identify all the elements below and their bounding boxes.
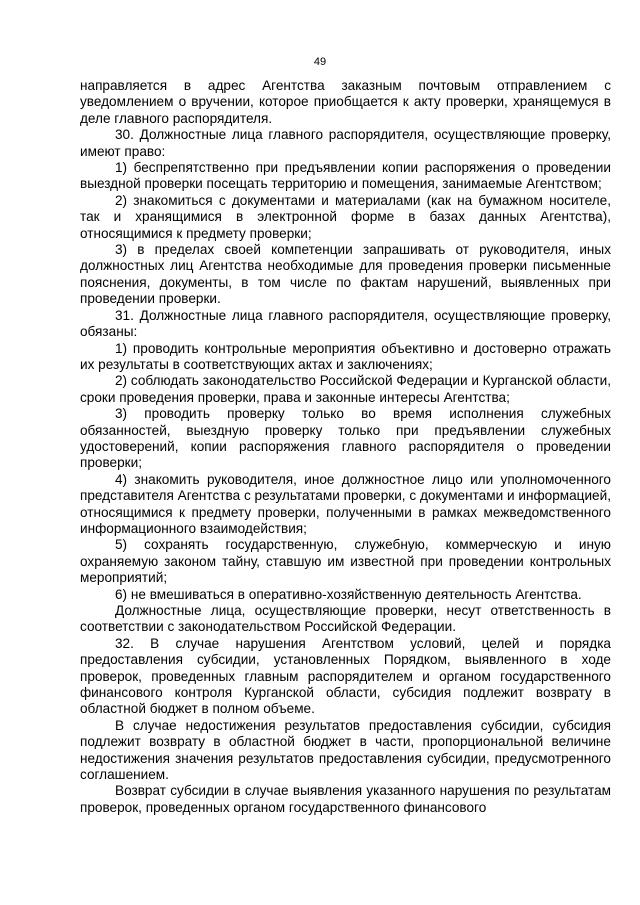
paragraph-subsidy-return: Возврат субсидии в случае выявления указанного нарушения по результатам проверок, проведенных органом государственного финансового xyxy=(80,783,611,815)
paragraph-clause-30-item-3: 3) в пределах своей компетенции запрашивать от руководителя, иных должностных лиц Агентства необходимые для проведения проверки письменные пояснения, документы, в том числе по фактам нарушений, выявленных при проведении проверки. xyxy=(80,242,611,307)
paragraph-clause-30-item-2: 2) знакомиться с документами и материалами (как на бумажном носителе, так и хранящимися в электронной форме в базах данных Агентства), относящимися к предмету проверки; xyxy=(80,192,611,241)
paragraph-clause-30-item-1: 1) беспрепятственно при предъявлении копии распоряжения о проведении выездной проверки посещать территорию и помещения, занимаемые Агентством; xyxy=(80,160,611,192)
paragraph-clause-30: 30. Должностные лица главного распорядителя, осуществляющие проверку, имеют право: xyxy=(80,127,611,159)
paragraph-clause-31: 31. Должностные лица главного распорядителя, осуществляющие проверку, обязаны: xyxy=(80,307,611,340)
paragraph-responsibility: Должностные лица, осуществляющие проверки, несут ответственность в соответствии с законодательством Российской Федерации. xyxy=(80,603,611,635)
paragraph-clause-31-item-1: 1) проводить контрольные мероприятия объективно и достоверно отражать их результаты в соответствующих актах и заключениях; xyxy=(80,340,611,372)
document-body xyxy=(80,78,611,816)
paragraph-clause-31-item-4: 4) знакомить руководителя, иное должностное лицо или уполномоченного представителя Агентства с результатами проверки, с документами и информацией, относящимися к предмету проверки, полученными в рамках межведомственного информационного взаимодействия; xyxy=(80,471,611,536)
paragraph-continuation: направляется в адрес Агентства заказным почтовым отправлением с уведомлением о вручении, которое приобщается к акту проверки, хранящемуся в деле главного распорядителя. xyxy=(80,78,611,126)
paragraph-clause-31-item-5: 5) сохранять государственную, служебную, коммерческую и иную охраняемую законом тайну, ставшую им известной при проведении контрольных мероприятий; xyxy=(80,537,611,586)
paragraph-clause-31-item-3: 3) проводить проверку только во время исполнения служебных обязанностей, выездную проверку только при предъявлении служебных удостоверений, копии распоряжения главного распорядителя о проведении проверки; xyxy=(80,406,611,471)
paragraph-clause-32: 32. В случае нарушения Агентством условий, целей и порядка предоставления субсидии, установленных Порядком, выявленного в ходе проверок, проведенных главным распорядителем и органом государственного финансового контроля Курганской области, субсидия подлежит возврату в областной бюджет в полном объеме. xyxy=(80,635,611,717)
paragraph-clause-31-item-2: 2) соблюдать законодательство Российской Федерации и Курганской области, сроки проведения проверки, права и законные интересы Агентства; xyxy=(80,373,611,405)
paragraph-clause-31-item-6: 6) не вмешиваться в оперативно-хозяйственную деятельность Агентства. xyxy=(115,586,582,602)
page-number: 49 xyxy=(313,56,327,68)
paragraph-results-not-achieved: В случае недостижения результатов предоставления субсидии, субсидия подлежит возврату в областной бюджет в части, пропорциональной величине недостижения значения результатов предоставления субсидии, предусмотренного соглашением. xyxy=(80,717,611,783)
